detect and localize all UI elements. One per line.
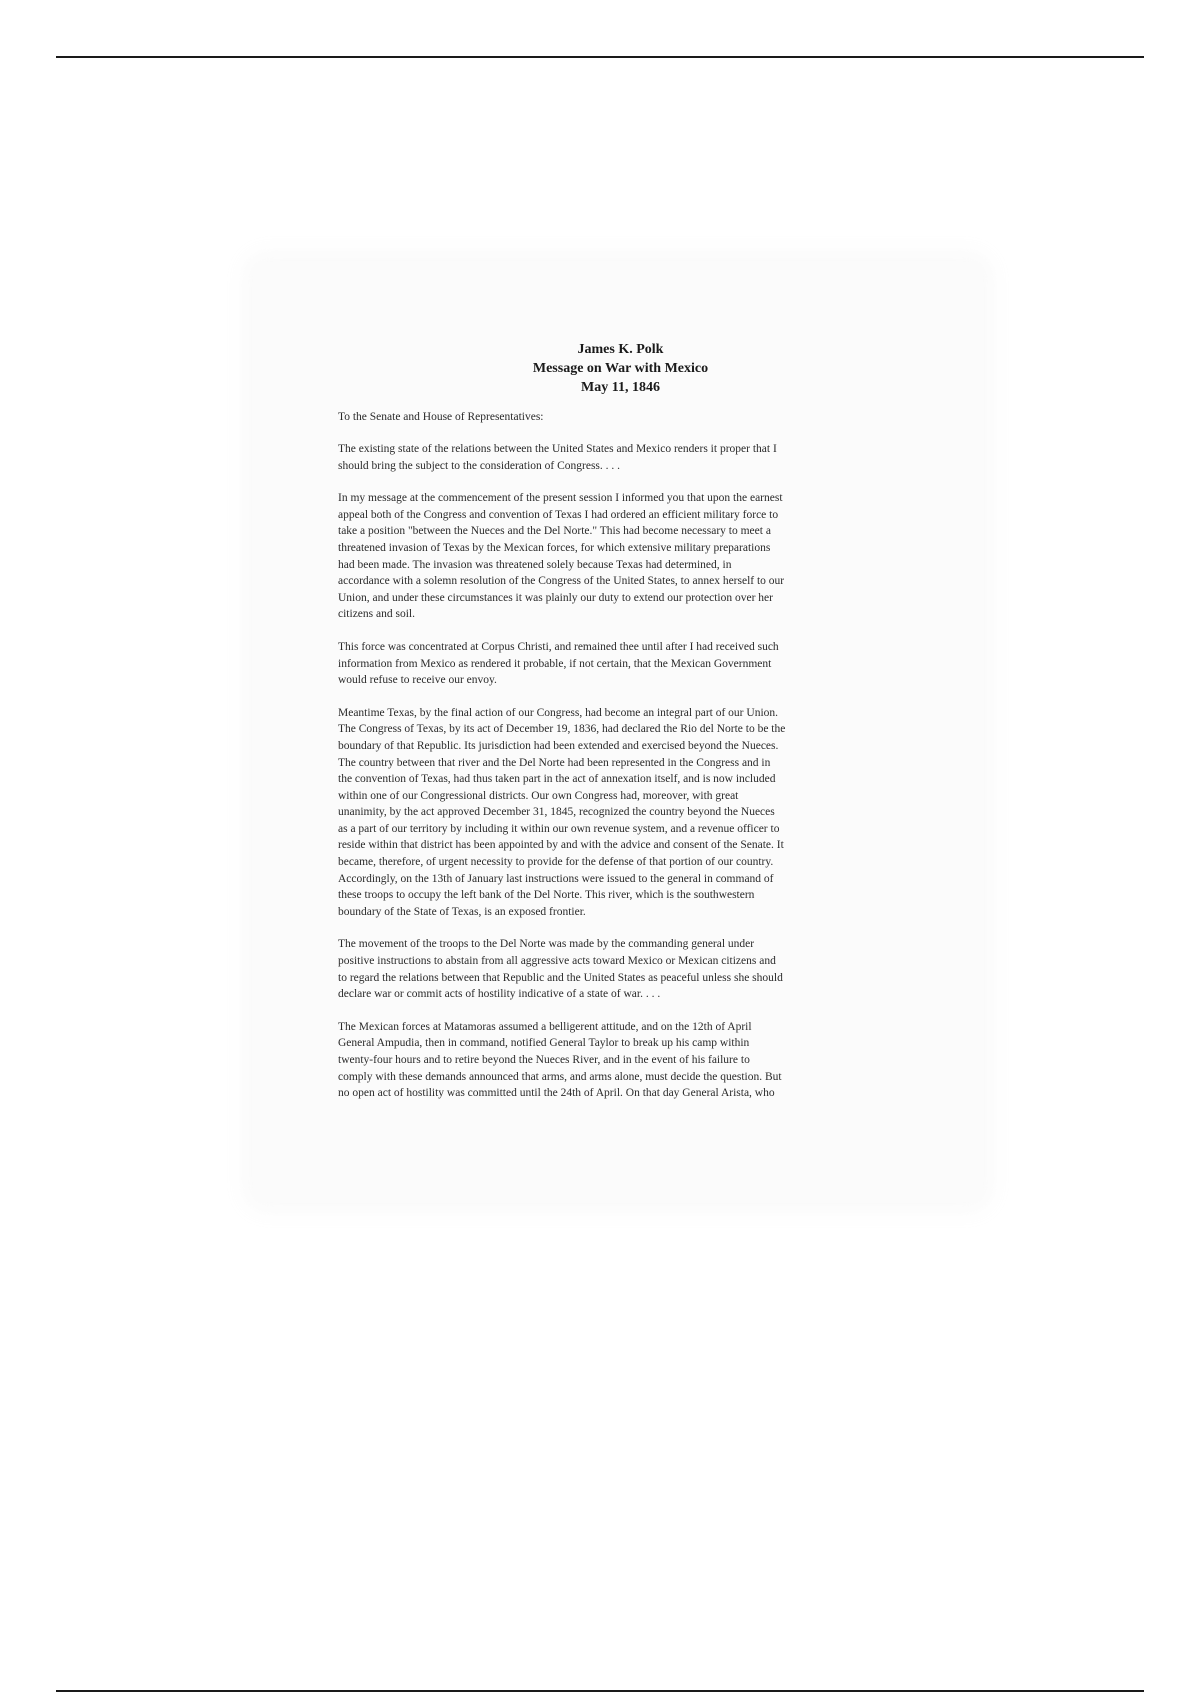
paragraph-line: accordance with a solemn resolution of the Congress of the United States, to annex herself to our: [338, 575, 785, 588]
paragraph: [338, 490, 903, 623]
paragraph: [338, 936, 903, 1002]
paragraph-line: take a position "between the Nueces and the Del Norte." This had become necessary to meet a: [338, 525, 771, 538]
date-heading: May 11, 1846: [581, 380, 660, 395]
author-heading: James K. Polk: [577, 342, 664, 357]
paragraph-line: should bring the subject to the consideration of Congress. . . .: [338, 459, 621, 472]
paragraph-line: no open act of hostility was committed until the 24th of April. On that day General Arista, who: [338, 1087, 775, 1100]
paragraph-line: boundary of the State of Texas, is an exposed frontier.: [338, 905, 586, 918]
paragraph: [338, 639, 903, 689]
salutation: To the Senate and House of Representatives:: [338, 411, 544, 423]
paragraph-list: [338, 441, 903, 1102]
paragraph-line: The Congress of Texas, by its act of December 19, 1836, had declared the Rio del Norte to be the: [338, 723, 786, 736]
paragraph: [338, 1019, 903, 1102]
paragraph-line: unanimity, by the act approved December 31, 1845, recognized the country beyond the Nueces: [338, 806, 775, 819]
paragraph-line: appeal both of the Congress and convention of Texas I had ordered an efficient military force to: [338, 508, 779, 521]
paragraph-line: This force was concentrated at Corpus Christi, and remained thee until after I had received such: [338, 640, 779, 653]
paragraph-line: the convention of Texas, had thus taken part in the act of annexation itself, and is now included: [338, 773, 776, 786]
bottom-rule: [56, 1690, 1144, 1692]
paragraph: [338, 705, 903, 921]
document-body: [338, 340, 903, 1118]
paragraph-line: The movement of the troops to the Del Norte was made by the commanding general under: [338, 938, 755, 951]
paragraph-line: information from Mexico as rendered it probable, if not certain, that the Mexican Government: [338, 657, 772, 670]
paragraph: [338, 441, 903, 474]
paragraph-line: Union, and under these circumstances it was plainly our duty to extend our protection over her: [338, 591, 773, 604]
paragraph-line: reside within that district has been appointed by and with the advice and consent of the Senate. It: [338, 839, 784, 852]
paragraph-line: these troops to occupy the left bank of the Del Norte. This river, which is the southwestern: [338, 889, 755, 902]
paragraph-line: comply with these demands announced that arms, and arms alone, must decide the question. But: [338, 1070, 782, 1083]
paragraph-line: as a part of our territory by including it within our own revenue system, and a revenue officer to: [338, 822, 780, 835]
paragraph-line: to regard the relations between that Republic and the United States as peaceful unless she should: [338, 971, 783, 984]
paragraph-line: Meantime Texas, by the final action of our Congress, had become an integral part of our Union.: [338, 706, 779, 719]
paragraph-line: would refuse to receive our envoy.: [338, 674, 497, 687]
paragraph-line: became, therefore, of urgent necessity to provide for the defense of that portion of our country.: [338, 856, 774, 869]
paragraph-line: General Ampudia, then in command, notified General Taylor to break up his camp within: [338, 1037, 750, 1050]
paragraph-line: within one of our Congressional districts. Our own Congress had, moreover, with great: [338, 789, 739, 802]
top-rule: [56, 56, 1144, 58]
title-heading: Message on War with Mexico: [532, 361, 709, 376]
paragraph-line: declare war or commit acts of hostility indicative of a state of war. . . .: [338, 988, 661, 1001]
document-header: [338, 340, 903, 397]
paragraph-line: twenty-four hours and to retire beyond the Nueces River, and in the event of his failure to: [338, 1054, 750, 1066]
paragraph-line: positive instructions to abstain from all aggressive acts toward Mexico or Mexican citizens and: [338, 955, 776, 968]
paragraph-line: The Mexican forces at Matamoras assumed a belligerent attitude, and on the 12th of April: [338, 1020, 752, 1033]
paragraph-line: threatened invasion of Texas by the Mexican forces, for which extensive military preparations: [338, 541, 771, 554]
paragraph-line: The country between that river and the Del Norte had been represented in the Congress and in: [338, 756, 771, 769]
paragraph-line: The existing state of the relations between the United States and Mexico renders it proper that I: [338, 443, 777, 455]
paragraph-line: Accordingly, on the 13th of January last instructions were issued to the general in command of: [338, 872, 774, 885]
paragraph-line: citizens and soil.: [338, 608, 415, 621]
paragraph-line: had been made. The invasion was threatened solely because Texas had determined, in: [338, 558, 732, 571]
paragraph-line: In my message at the commencement of the present session I informed you that upon the earnest: [338, 492, 783, 505]
paragraph-line: boundary of that Republic. Its jurisdiction had been extended and exercised beyond the Nueces.: [338, 739, 779, 752]
